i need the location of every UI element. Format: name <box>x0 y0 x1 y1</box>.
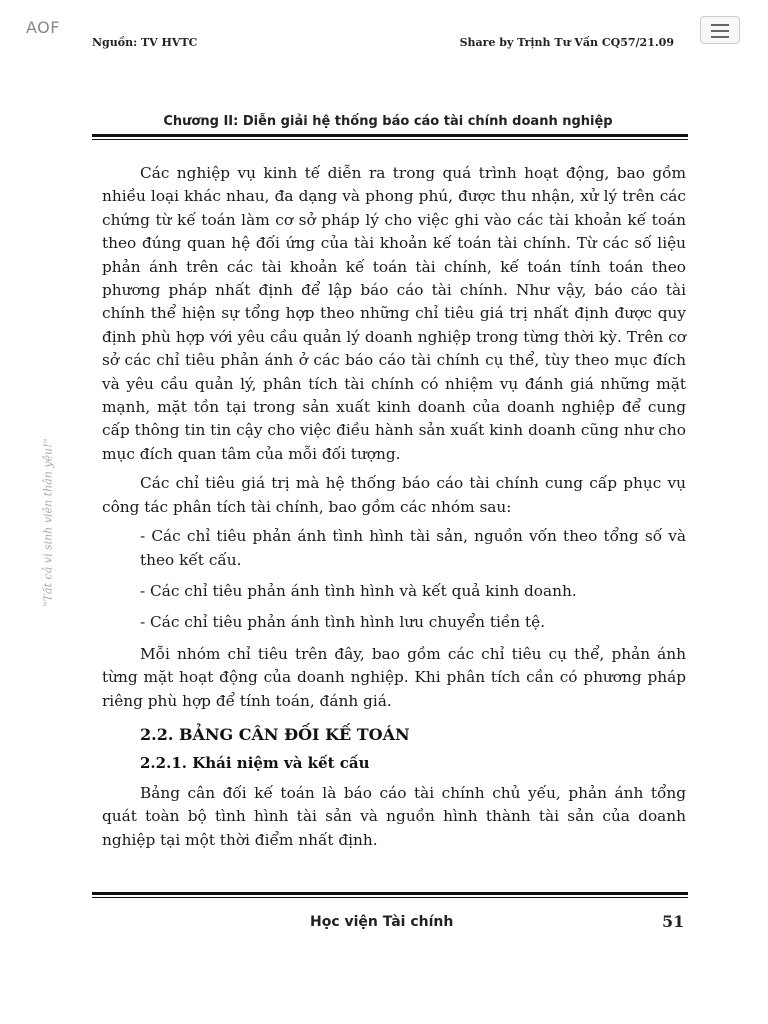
source-label: Nguồn: TV HVTC <box>92 36 198 49</box>
footer-rule <box>92 892 688 895</box>
side-watermark <box>40 432 56 608</box>
subsection-heading: 2.2.1. Khái niệm và kết cấu <box>140 754 370 773</box>
footer-rule-thin <box>92 897 688 898</box>
header-rule <box>92 134 688 137</box>
share-credit: Share by Trịnh Tư Vấn CQ57/21.09 <box>459 36 674 49</box>
paragraph: Các chỉ tiêu giá trị mà hệ thống báo cáo tài chính cung cấp phục vụ công tác phân tích tài chính, bao gồm các nhóm sau: <box>102 474 686 516</box>
bullet-item: - Các chỉ tiêu phản ánh tình hình lưu chuyển tiền tệ. <box>140 613 546 632</box>
page-number: 51 <box>662 912 685 931</box>
document-page <box>10 10 756 1014</box>
side-watermark-text: "Tất cả vì sinh viên thân yêu!" <box>41 438 55 607</box>
chapter-title: Chương II: Diễn giải hệ thống báo cáo tài chính doanh nghiệp <box>163 114 613 129</box>
header-rule-thin <box>92 139 688 140</box>
paragraph: Mỗi nhóm chỉ tiêu trên đây, bao gồm các chỉ tiêu cụ thể, phản ánh từng mặt hoạt động của doanh nghiệp. Khi phân tích cần có phương pháp riêng phù hợp để tính toán, đánh giá. <box>102 644 686 710</box>
paragraph: Các nghiệp vụ kinh tế diễn ra trong quá trình hoạt động, bao gồm nhiều loại khác nhau, đa dạng và phong phú, được thu nhận, xử lý trên các chứng từ kế toán làm cơ sở pháp lý cho việc ghi vào các tài khoản kế toán theo đúng quan hệ đối ứng của tài khoản kế toán tài chính. Từ các số liệu phản ánh trên các tài khoản kế toán tài chính, kế toán tính toán theo phương pháp nhất định để lập báo cáo tài chính. Như vậy, báo cáo tài chính thể hiện sự tổng hợp theo những chỉ tiêu giá trị nhất định được quy định phù hợp với yêu cầu quản lý doanh nghiệp trong từng thời kỳ. Trên cơ sở các chỉ tiêu phản ánh ở các báo cáo tài chính cụ thể, tùy theo mục đích và yêu cầu quản lý, phân tích tài chính có nhiệm vụ đánh giá những mặt mạnh, mặt tồn tại trong sản xuất kinh doanh của doanh nghiệp để cung cấp thông tin tin cậy cho việc điều hành sản xuất kinh doanh cũng như cho mục đích quan tâm của mỗi đối tượng. <box>102 164 686 463</box>
page-body <box>102 162 686 858</box>
brand-logo[interactable]: AOF <box>26 18 60 37</box>
bullet-item: - Các chỉ tiêu phản ánh tình hình tài sản, nguồn vốn theo tổng số và theo kết cấu. <box>140 527 686 569</box>
paragraph: Bảng cân đối kế toán là báo cáo tài chính chủ yếu, phản ánh tổng quát toàn bộ tình hình tài sản và nguồn hình thành tài sản của doanh nghiệp tại một thời điểm nhất định. <box>102 783 686 849</box>
footer-institution: Học viện Tài chính <box>310 914 454 930</box>
section-heading: 2.2. BẢNG CÂN ĐỐI KẾ TOÁN <box>140 724 410 744</box>
bullet-item: - Các chỉ tiêu phản ánh tình hình và kết quả kinh doanh. <box>140 581 577 600</box>
